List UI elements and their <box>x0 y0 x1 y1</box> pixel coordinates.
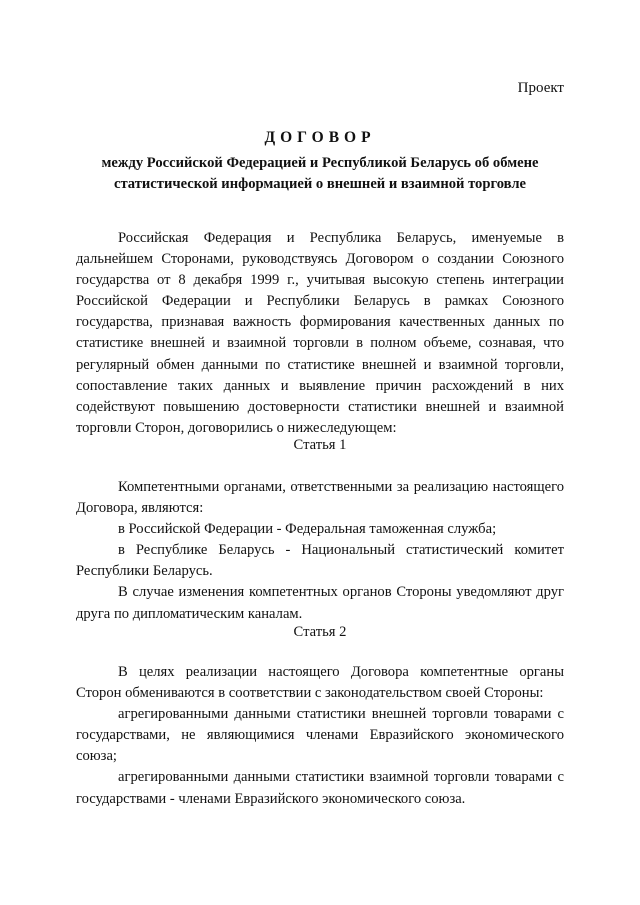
article-2-paragraph: агрегированными данными статистики внешней торговли товарами с государствами, не являющимися членами Евразийского экономического союза; <box>76 706 564 765</box>
document-subtitle <box>76 153 564 195</box>
article-2-heading: Статья 2 <box>293 624 347 640</box>
article-1-heading: Статья 1 <box>293 437 347 453</box>
article-2-body <box>76 662 564 810</box>
draft-label: Проект <box>517 80 564 96</box>
article-1-paragraph: Компетентными органами, ответственными за реализацию настоящего Договора, являются: <box>76 479 564 517</box>
article-1-paragraph: В случае изменения компетентных органов Стороны уведомляют друг друга по дипломатическим каналам. <box>76 584 564 622</box>
article-1-paragraph: в Республике Беларусь - Национальный статистический комитет Республики Беларусь. <box>76 542 564 580</box>
article-1-paragraph: в Российской Федерации - Федеральная таможенная служба; <box>118 521 497 538</box>
subtitle-line: между Российской Федерацией и Республикой Беларусь об обмене <box>101 155 539 171</box>
document-title: ДОГОВОР <box>264 129 376 146</box>
preamble-paragraph: Российская Федерация и Республика Беларусь, именуемые в дальнейшем Сторонами, руководствуясь Договором о создании Союзного государства от 8 декабря 1999 г., учитывая высокую степень интеграции Российской Федерации и Республики Беларусь в рамках Союзного государства, признавая важность формирования качественных данных по статистике внешней и взаимной торговли в полном объеме, сознавая, что регулярный обмен данными по статистике внешней и взаимной торговли, сопоставление таких данных и выявление причин расхождений в них содействуют повышению достоверности статистики внешней и взаимной торговли Сторон, договорились о нижеследующем: <box>76 230 564 436</box>
subtitle-line: статистической информацией о внешней и взаимной торговле <box>113 176 527 192</box>
article-2-paragraph: агрегированными данными статистики взаимной торговли товарами с государствами - членами Евразийского экономического союза. <box>76 769 564 807</box>
preamble <box>76 228 564 439</box>
article-2-paragraph: В целях реализации настоящего Договора компетентные органы Сторон обмениваются в соответствии с законодательством своей Стороны: <box>76 664 564 702</box>
article-1-body <box>76 477 564 625</box>
